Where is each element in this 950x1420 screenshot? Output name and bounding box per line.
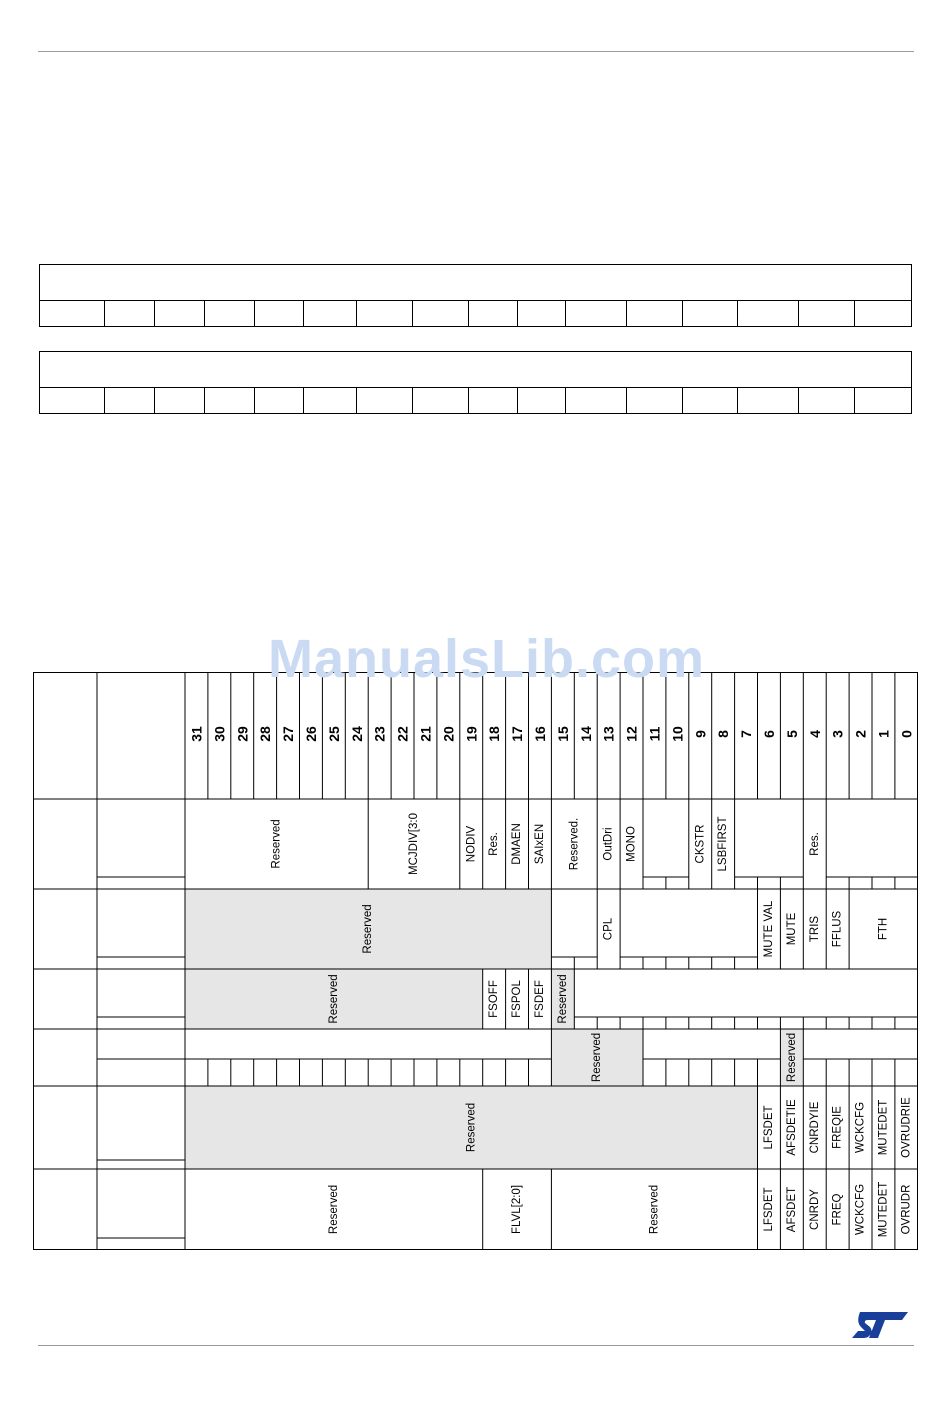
field-label: Reserved — [362, 904, 375, 954]
field-label: FSPOL — [511, 980, 524, 1018]
field-label: CPL — [602, 917, 615, 941]
bit-number: 24 — [348, 726, 365, 742]
bit-number: 10 — [669, 726, 686, 742]
register-cells-lower — [40, 387, 911, 413]
bit-number: 29 — [234, 726, 251, 742]
field-label: LFSDET — [762, 1187, 775, 1232]
field-label: LSBFIRST — [717, 816, 730, 872]
field-label: MONO — [625, 826, 638, 862]
bottom-rule — [38, 1345, 914, 1346]
field-label: Reserved — [270, 819, 283, 869]
bit-number: 3 — [829, 730, 846, 738]
watermark: ManualsLib.com — [268, 629, 706, 689]
field-label: FTH — [877, 917, 890, 941]
field-label: Reserved — [785, 1032, 798, 1083]
field-label: FSDEF — [533, 980, 546, 1018]
bit-number: 12 — [623, 726, 640, 742]
field-label: MUTEDET — [877, 1181, 890, 1238]
bit-number: 17 — [509, 726, 526, 742]
field-label: TRIS — [808, 915, 821, 943]
field-label: Reserved — [327, 974, 340, 1024]
bit-number: 26 — [302, 726, 319, 742]
bit-number: 21 — [417, 726, 434, 742]
bit-number: 13 — [600, 726, 617, 742]
register-table-lower — [39, 351, 912, 414]
field-label: MUTE — [785, 912, 798, 946]
bit-number: 8 — [715, 730, 732, 738]
bit-number: 20 — [440, 726, 457, 742]
field-label: MUTEDET — [877, 1099, 890, 1156]
bit-number: 5 — [783, 730, 800, 738]
bit-number: 23 — [371, 726, 388, 742]
field-label: OutDri — [602, 827, 615, 861]
bit-number: 11 — [646, 726, 663, 742]
field-label: AFSDETIE — [785, 1099, 798, 1156]
register-map — [33, 672, 918, 1250]
bit-number: 7 — [738, 730, 755, 738]
st-logo-icon — [852, 1310, 910, 1340]
field-label: CKSTR — [694, 824, 707, 864]
field-label: Reserved — [591, 1032, 604, 1083]
bit-number: 1 — [875, 730, 892, 738]
field-label: DMAEN — [511, 823, 524, 865]
bit-number: 6 — [760, 730, 777, 738]
top-rule — [38, 51, 914, 52]
register-cells-upper — [40, 300, 911, 326]
field-label: FLVL[2:0] — [511, 1184, 524, 1235]
field-label: CNRDY — [808, 1189, 821, 1230]
bit-number: 15 — [554, 726, 571, 742]
field-label: OVRUDRIE — [900, 1097, 913, 1158]
field-label: Res. — [488, 832, 501, 856]
field-label: SAIxEN — [533, 823, 546, 865]
bit-number: 18 — [486, 726, 503, 742]
field-label: Reserved — [556, 974, 569, 1024]
field-label: Reserved. — [568, 817, 581, 871]
field-label: MCJDIV[3:0 — [408, 813, 420, 875]
bit-number: 19 — [463, 726, 480, 742]
field-label: LFSDET — [762, 1105, 775, 1150]
field-label: Reserved — [648, 1184, 661, 1235]
field-label: CNRDYIE — [808, 1101, 821, 1154]
bit-number: 4 — [806, 730, 823, 738]
bit-number: 30 — [211, 726, 228, 742]
field-label: FFLUS — [831, 910, 844, 948]
bit-number: 16 — [531, 726, 548, 742]
field-label: FREQ — [831, 1193, 844, 1226]
bit-number: 14 — [577, 726, 594, 742]
field-label: FREQIE — [831, 1106, 844, 1149]
bit-number: 28 — [257, 726, 274, 742]
field-label: OVRUDR — [900, 1184, 913, 1235]
field-label: AFSDET — [785, 1186, 798, 1233]
field-label: WCKCFG — [854, 1101, 867, 1154]
bit-number: 27 — [280, 726, 297, 742]
field-label: Reserved — [465, 1102, 478, 1153]
bit-number: 22 — [394, 726, 411, 742]
field-label: Reserved — [327, 1184, 340, 1235]
field-label: MUTE VAL — [762, 900, 775, 958]
bit-number: 31 — [188, 726, 205, 742]
bit-number: 25 — [325, 726, 342, 742]
bit-number: 2 — [852, 730, 869, 738]
field-label: Res. — [808, 832, 821, 856]
register-table-upper — [39, 264, 912, 327]
field-label: WCKCFG — [854, 1183, 867, 1236]
bit-number: 0 — [898, 730, 915, 738]
field-label: NODIV — [465, 825, 478, 863]
bit-number: 9 — [692, 730, 709, 738]
field-label: FSOFF — [488, 980, 501, 1018]
